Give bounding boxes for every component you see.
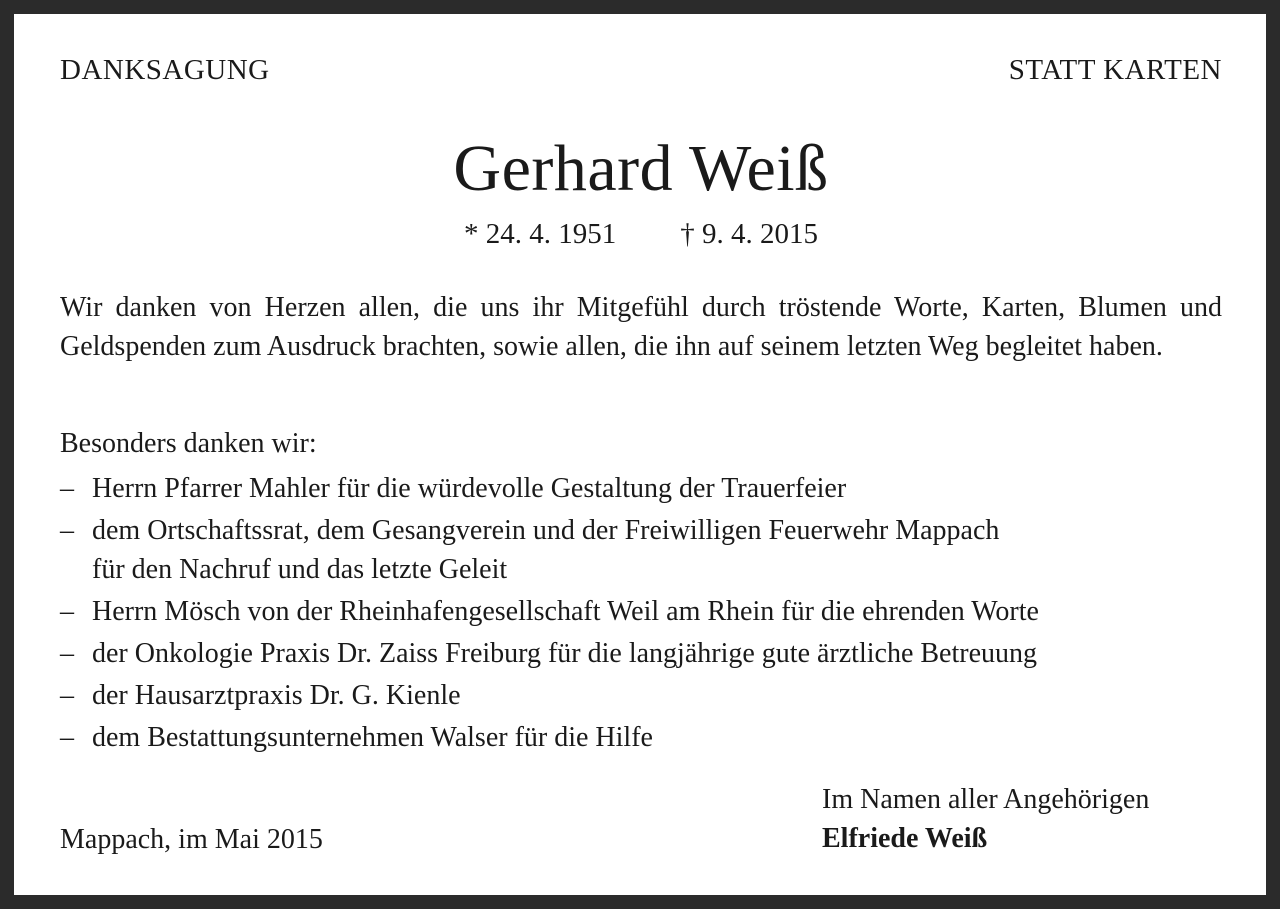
list-item-text: der Onkologie Praxis Dr. Zaiss Freiburg für die langjährige gute ärztliche Betreuung [92, 638, 1037, 669]
list-item-text: Herrn Pfarrer Mahler für die würdevolle Gestaltung der Trauerfeier [92, 473, 847, 504]
header-left-label: DANKSAGUNG [60, 54, 270, 86]
dash-bullet: – [60, 473, 74, 504]
dash-bullet: – [60, 680, 74, 711]
dash-bullet: – [60, 638, 74, 669]
dash-bullet: – [60, 596, 74, 627]
dash-bullet: – [60, 515, 74, 546]
place-date: Mappach, im Mai 2015 [60, 824, 323, 855]
life-dates [60, 218, 1222, 251]
death-date: † 9. 4. 2015 [680, 218, 818, 250]
signature-block [822, 780, 1149, 858]
list-item [60, 469, 1222, 508]
deceased-name: Gerhard Weiß [453, 132, 829, 205]
on-behalf-text: Im Namen aller Angehörigen [822, 784, 1150, 815]
list-item [60, 718, 1222, 757]
list-item-text-continued: für den Nachruf und das letzte Geleit [92, 554, 508, 585]
birth-date: * 24. 4. 1951 [464, 218, 617, 250]
dash-bullet: – [60, 722, 74, 753]
thanks-list [60, 469, 1222, 760]
special-thanks-heading: Besonders danken wir: [60, 428, 317, 459]
intro-paragraph: Wir danken von Herzen allen, die uns ihr Mitgefühl durch tröstende Worte, Karten, Blumen und Geldspenden zum Ausdruck brachten, sowie allen, die ihn auf seinem letzten Weg begleitet haben. [60, 292, 1222, 362]
list-item [60, 634, 1222, 673]
header-right-label: STATT KARTEN [1008, 54, 1222, 86]
card-content [60, 14, 1222, 895]
list-item-text: Herrn Mösch von der Rheinhafengesellschaft Weil am Rhein für die ehrenden Worte [92, 596, 1039, 627]
list-item-text: der Hausarztpraxis Dr. G. Kienle [92, 680, 461, 711]
list-item-text: dem Bestattungsunternehmen Walser für die Hilfe [92, 722, 653, 753]
list-item-text: dem Ortschaftssrat, dem Gesangverein und der Freiwilligen Feuerwehr Mappach [92, 515, 1000, 546]
signer-name: Elfriede Weiß [822, 823, 988, 854]
list-item [60, 511, 1222, 589]
list-item [60, 592, 1222, 631]
obituary-card [14, 14, 1266, 895]
list-item [60, 676, 1222, 715]
